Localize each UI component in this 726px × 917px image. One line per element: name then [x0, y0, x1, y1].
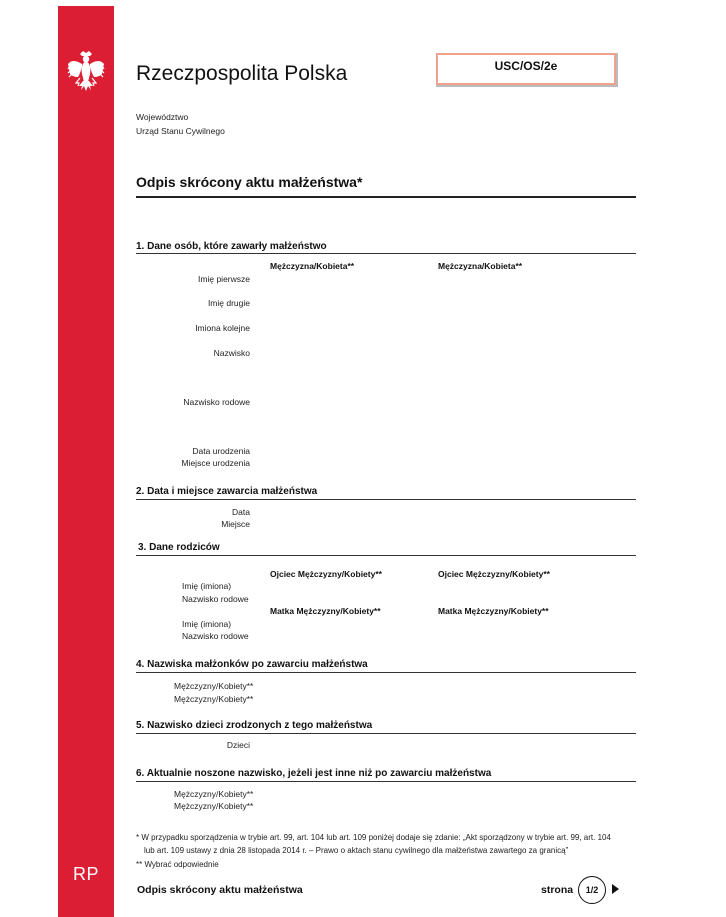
next-page-arrow-icon[interactable]	[612, 884, 619, 894]
section5-rule	[136, 733, 636, 734]
section6-rule	[136, 781, 636, 782]
white-eagle-emblem-icon	[66, 50, 106, 94]
footnote-1-line1: * W przypadku sporządzenia w trybie art. 99, art. 104 lub art. 109 poniżej dodaje się zdanie: „Akt sporządzony w trybie art. 99, art. 104	[136, 833, 611, 842]
sidebar-mark: RP	[72, 864, 99, 884]
red-sidebar	[58, 6, 114, 917]
section2-rule	[136, 499, 636, 500]
page-number-indicator: 1/2	[578, 876, 606, 904]
document-title: Odpis skrócony aktu małżeństwa*	[136, 174, 363, 190]
mother-col2-header: Matka Mężczyzny/Kobiety**	[438, 606, 549, 616]
section6-row1-label: Mężczyzny/Kobiety**	[174, 789, 254, 799]
label-birth-place: Miejsce urodzenia	[181, 458, 250, 468]
voivodeship-label: Województwo	[136, 112, 189, 122]
section1-col2-header: Mężczyzna/Kobieta**	[438, 261, 523, 271]
section4-heading: 4. Nazwiska małżonków po zawarciu małżeństwa	[136, 659, 368, 670]
label-birth-date: Data urodzenia	[192, 446, 250, 456]
footer-title: Odpis skrócony aktu małżeństwa	[137, 884, 303, 896]
label-surname: Nazwisko	[213, 348, 250, 358]
section1-heading: 1. Dane osób, które zawarły małżeństwo	[136, 241, 327, 252]
label-marriage-place: Miejsce	[221, 519, 250, 529]
father-col1-header: Ojciec Mężczyzny/Kobiety**	[270, 569, 382, 579]
country-title: Rzeczpospolita Polska	[136, 62, 348, 85]
label-other-names: Imiona kolejne	[195, 323, 250, 333]
label-first-name: Imię pierwsze	[198, 274, 250, 284]
label-mother-surname: Nazwisko rodowe	[182, 631, 249, 641]
label-father-surname: Nazwisko rodowe	[182, 594, 249, 604]
father-col2-header: Ojciec Mężczyzny/Kobiety**	[438, 569, 550, 579]
label-children: Dzieci	[226, 740, 250, 750]
section6-row2-label: Mężczyzny/Kobiety**	[174, 801, 254, 811]
page-label: strona	[541, 884, 574, 896]
section6-heading: 6. Aktualnie noszone nazwisko, jeżeli jest inne niż po zawarciu małżeństwa	[136, 768, 492, 779]
section4-rule	[136, 672, 636, 673]
label-marriage-date: Data	[232, 507, 250, 517]
title-divider	[136, 196, 636, 198]
form-code-box: USC/OS/2e	[436, 53, 616, 85]
section3-rule	[136, 555, 636, 556]
section2-heading: 2. Data i miejsce zawarcia małżeństwa	[136, 486, 318, 497]
section3-heading: 3. Dane rodziców	[138, 542, 220, 553]
section4-row2-label: Mężczyzny/Kobiety**	[174, 694, 254, 704]
section1-col1-header: Mężczyzna/Kobieta**	[270, 261, 355, 271]
section1-rule	[136, 253, 636, 254]
section5-heading: 5. Nazwisko dzieci zrodzonych z tego małżeństwa	[136, 720, 373, 731]
footnote-1-line2: lub art. 109 ustawy z dnia 28 listopada 2014 r. – Prawo o aktach stanu cywilnego dla małżeństwa zawartego za granicą”	[144, 846, 569, 855]
label-birth-surname: Nazwisko rodowe	[183, 397, 250, 407]
section4-row1-label: Mężczyzny/Kobiety**	[174, 681, 254, 691]
registry-office-label: Urząd Stanu Cywilnego	[136, 126, 225, 136]
mother-col1-header: Matka Mężczyzny/Kobiety**	[270, 606, 381, 616]
label-second-name: Imię drugie	[207, 298, 250, 308]
label-father-names: Imię (imiona)	[182, 581, 232, 591]
footnote-2: ** Wybrać odpowiednie	[136, 860, 219, 869]
label-mother-names: Imię (imiona)	[182, 619, 232, 629]
